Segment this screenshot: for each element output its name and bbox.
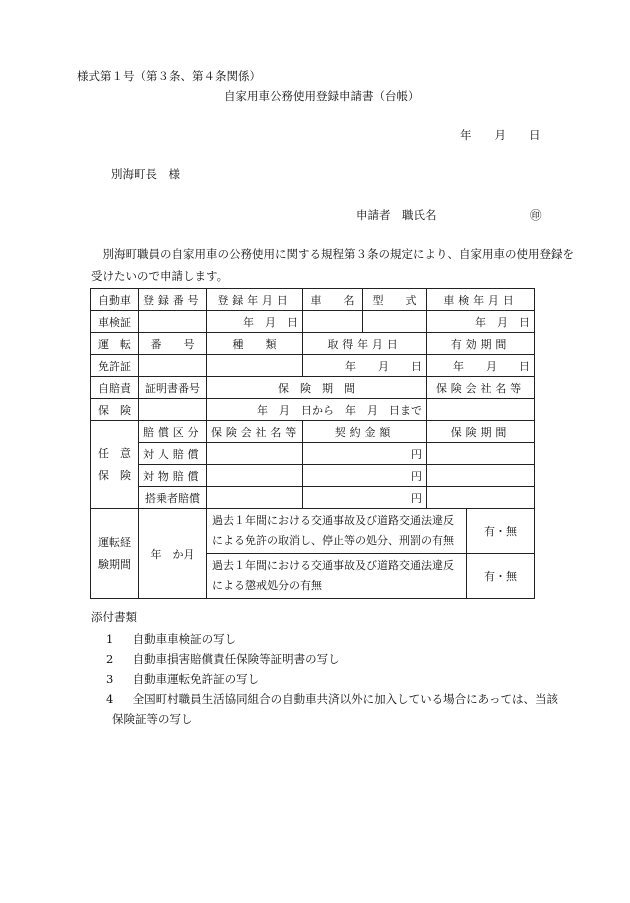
vehicle-row-label-1: 自動車 bbox=[91, 289, 139, 311]
attachment-item bbox=[106, 631, 236, 647]
form-number: 様式第１号（第３条、第４条関係） bbox=[77, 69, 261, 83]
optional-personal-period[interactable] bbox=[427, 443, 535, 465]
optional-row-label-1: 任 意 bbox=[98, 446, 131, 460]
license-col-validity: 有効期間 bbox=[427, 333, 535, 355]
compulsory-col-cert-no: 証明書番号 bbox=[139, 377, 207, 399]
license-col-type: 種 類 bbox=[207, 333, 303, 355]
applicant-label: 申請者 職氏名 bbox=[356, 208, 437, 222]
vehicle-model-value[interactable] bbox=[363, 311, 427, 333]
optional-row-property: 対物賠償 bbox=[139, 465, 207, 487]
compulsory-row-label-1: 自賠責 bbox=[91, 377, 139, 399]
vehicle-col-reg-date: 登録年月日 bbox=[207, 289, 303, 311]
optional-col-category: 賠償区分 bbox=[139, 421, 207, 443]
attachment-item-continuation: 保険証等の写し bbox=[112, 712, 193, 726]
compulsory-cert-no-value[interactable] bbox=[139, 399, 207, 421]
date-field: 年 月 日 bbox=[460, 128, 541, 142]
optional-row-label-2: 保 険 bbox=[98, 468, 131, 482]
compulsory-col-insurer: 保険会社名等 bbox=[427, 377, 535, 399]
vehicle-reg-date-value[interactable]: 年 月 日 bbox=[207, 311, 303, 333]
attachment-num: 3 bbox=[106, 672, 114, 686]
optional-property-amount[interactable]: 円 bbox=[303, 465, 427, 487]
compulsory-insurer-value[interactable] bbox=[427, 399, 535, 421]
compulsory-col-period: 保 険 期 間 bbox=[207, 377, 427, 399]
attachment-text: 自動車損害賠償責任保険等証明書の写し bbox=[132, 652, 340, 666]
optional-row-passenger: 搭乗者賠償 bbox=[139, 487, 207, 509]
experience-row-label-1: 運転経 bbox=[98, 535, 131, 549]
optional-personal-insurer[interactable] bbox=[207, 443, 303, 465]
optional-property-insurer[interactable] bbox=[207, 465, 303, 487]
vehicle-inspection-date-value[interactable]: 年 月 日 bbox=[427, 311, 535, 333]
vehicle-reg-no-value[interactable] bbox=[139, 311, 207, 333]
vehicle-name-value[interactable] bbox=[303, 311, 363, 333]
page-title: 自家用車公務使用登録申請書（台帳） bbox=[224, 89, 420, 103]
license-col-acquired-date: 取得年月日 bbox=[303, 333, 427, 355]
optional-personal-amount[interactable]: 円 bbox=[303, 443, 427, 465]
experience-answer-2[interactable]: 有・無 bbox=[467, 554, 535, 599]
attachments-heading: 添付書類 bbox=[91, 610, 137, 624]
compulsory-period-value[interactable]: 年 月 日から 年 月 日まで bbox=[207, 399, 427, 421]
seal-mark: ㊞ bbox=[530, 208, 542, 222]
optional-passenger-period[interactable] bbox=[427, 487, 535, 509]
optional-passenger-insurer[interactable] bbox=[207, 487, 303, 509]
optional-col-insurer: 保険会社名等 bbox=[207, 421, 303, 443]
license-col-number: 番 号 bbox=[139, 333, 207, 355]
experience-question-1: 過去１年間における交通事故及び道路交通法違反による免許の取消し、停止等の処分、刑罰の有無 bbox=[207, 509, 467, 554]
optional-property-period[interactable] bbox=[427, 465, 535, 487]
attachment-num: 1 bbox=[106, 632, 114, 646]
optional-row-personal: 対人賠償 bbox=[139, 443, 207, 465]
license-row-label-1: 運 転 bbox=[91, 333, 139, 355]
vehicle-col-model: 型 式 bbox=[363, 289, 427, 311]
experience-row-label-2: 験期間 bbox=[98, 557, 131, 571]
optional-row-label bbox=[91, 421, 139, 509]
optional-passenger-amount[interactable]: 円 bbox=[303, 487, 427, 509]
license-acquired-date-value[interactable]: 年 月 日 bbox=[303, 355, 427, 377]
license-validity-value[interactable]: 年 月 日 bbox=[427, 355, 535, 377]
license-row-label-2: 免許証 bbox=[91, 355, 139, 377]
optional-col-amount: 契約金額 bbox=[303, 421, 427, 443]
registration-table bbox=[90, 288, 535, 599]
attachment-text: 自動車車検証の写し bbox=[132, 632, 237, 646]
optional-col-period: 保険期間 bbox=[427, 421, 535, 443]
attachment-item bbox=[106, 671, 259, 687]
vehicle-col-inspection-date: 車検年月日 bbox=[427, 289, 535, 311]
compulsory-row-label-2: 保 険 bbox=[91, 399, 139, 421]
license-number-value[interactable] bbox=[139, 355, 207, 377]
license-type-value[interactable] bbox=[207, 355, 303, 377]
experience-duration[interactable]: 年 か月 bbox=[139, 509, 207, 599]
attachment-item bbox=[106, 651, 340, 667]
experience-row-label bbox=[91, 509, 139, 599]
body-text: 別海町職員の自家用車の公務使用に関する規程第３条の規定により、自家用車の使用登録を受けたいので申請します。 bbox=[91, 247, 574, 283]
attachment-num: 4 bbox=[106, 692, 114, 706]
vehicle-col-name: 車 名 bbox=[303, 289, 363, 311]
attachment-text: 自動車運転免許証の写し bbox=[132, 672, 260, 686]
attachment-text: 全国町村職員生活協同組合の自動車共済以外に加入している場合にあっては、当該 bbox=[132, 692, 559, 706]
vehicle-row-label-2: 車検証 bbox=[91, 311, 139, 333]
experience-answer-1[interactable]: 有・無 bbox=[467, 509, 535, 554]
experience-question-2: 過去１年間における交通事故及び道路交通法違反による懲戒処分の有無 bbox=[207, 554, 467, 599]
vehicle-col-reg-no: 登録番号 bbox=[139, 289, 207, 311]
attachment-num: 2 bbox=[106, 652, 114, 666]
attachment-item bbox=[106, 691, 558, 707]
addressee: 別海町長 様 bbox=[111, 167, 180, 181]
